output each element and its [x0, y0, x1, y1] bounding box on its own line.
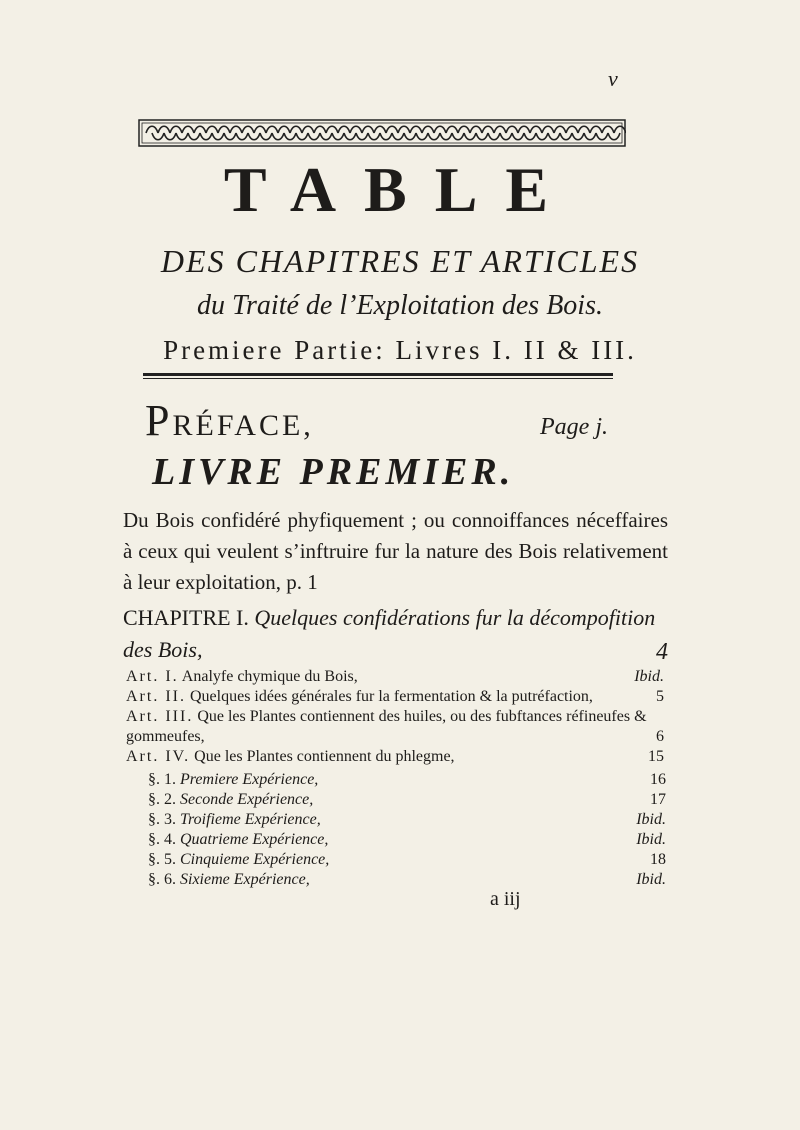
preface-initial: P — [145, 396, 173, 445]
section-page: Ibid. — [636, 831, 666, 848]
section-page: 18 — [650, 851, 666, 868]
article-entry — [126, 687, 664, 707]
page-folio: v — [608, 66, 618, 91]
chapter-entry — [123, 602, 668, 666]
section-entry — [148, 810, 666, 830]
section-entry — [148, 850, 666, 870]
article-entry — [126, 667, 664, 687]
section-page: 16 — [650, 771, 666, 788]
subtitle-chapters: DES CHAPITRES ET ARTICLES — [160, 243, 640, 279]
livre-heading: LIVRE PREMIER. — [152, 451, 515, 493]
section-name: Quatrieme Expérience, — [180, 831, 329, 848]
ornament-band — [138, 118, 626, 148]
article-label: Art. II. — [126, 688, 186, 705]
double-rule-bottom — [143, 378, 613, 379]
page-title: TABLE — [223, 154, 577, 225]
preface-word: RÉFACE, — [172, 409, 314, 442]
chapter-label: CHAPITRE I. — [123, 605, 249, 630]
preface-heading — [145, 395, 314, 446]
article-page: Ibid. — [634, 668, 664, 685]
section-name: Premiere Expérience, — [180, 771, 319, 788]
section-page: 17 — [650, 791, 666, 808]
section-number: §. 5. — [148, 851, 176, 868]
section-entry — [148, 870, 666, 890]
section-entry — [148, 790, 666, 810]
section-number: §. 2. — [148, 791, 176, 808]
section-entry — [148, 770, 666, 790]
article-page: 5 — [656, 688, 664, 705]
section-name: Cinquieme Expérience, — [180, 851, 330, 868]
chapter-title: Quelques confidérations fur la décompofition des Bois, — [123, 605, 656, 662]
section-number: §. 1. — [148, 771, 176, 788]
chapter-page: 4 — [656, 639, 668, 665]
subtitle-treatise: du Traité de l’Exploitation des Bois. — [197, 290, 603, 321]
section-name: Seconde Expérience, — [180, 791, 314, 808]
double-rule-top — [143, 373, 613, 376]
article-entry — [126, 747, 664, 767]
article-page: 6 — [656, 728, 664, 745]
section-number: §. 4. — [148, 831, 176, 848]
article-text: Que les Plantes contiennent des huiles, ou des fubftances réfineufes & gommeufes, — [126, 708, 647, 745]
livre-summary: Du Bois confidéré phyfiquement ; ou connoiffances néceffaires à ceux qui veulent s’inftruire fur la nature des Bois relativement à leur exploitation, p. 1 — [123, 508, 668, 594]
article-text: Que les Plantes contiennent du phlegme, — [194, 748, 455, 765]
article-text: Quelques idées générales fur la fermentation & la putréfaction, — [189, 688, 593, 705]
article-entry — [126, 707, 664, 747]
article-label: Art. III. — [126, 708, 194, 725]
article-page: 15 — [648, 748, 664, 765]
section-name: Troifieme Expérience, — [180, 811, 321, 828]
signature-mark: a iij — [490, 888, 521, 910]
article-label: Art. IV. — [126, 748, 191, 765]
section-name: Sixieme Expérience, — [180, 871, 310, 888]
section-number: §. 3. — [148, 811, 176, 828]
article-list — [126, 667, 664, 767]
part-heading: Premiere Partie: Livres I. II & III. — [163, 335, 637, 365]
section-page: Ibid. — [636, 811, 666, 828]
article-label: Art. I. — [126, 668, 179, 685]
preface-page-ref: Page j. — [540, 414, 608, 440]
section-entry — [148, 830, 666, 850]
section-list — [148, 770, 666, 890]
section-page: Ibid. — [636, 871, 666, 888]
article-text: Analyfe chymique du Bois, — [181, 668, 358, 685]
section-number: §. 6. — [148, 871, 176, 888]
